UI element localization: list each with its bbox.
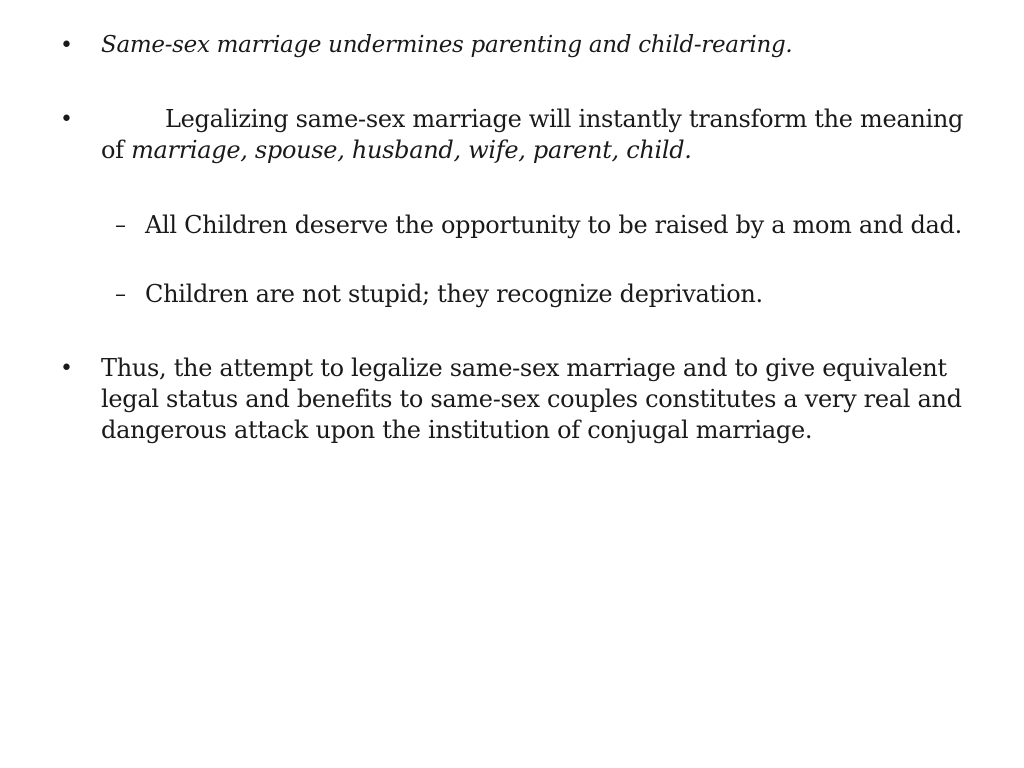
bullet-text-italic: marriage, spouse, husband, wife, parent, child. xyxy=(131,136,692,164)
bullet-marker: • xyxy=(60,356,73,381)
bullet-marker: • xyxy=(60,33,73,58)
dash-marker: – xyxy=(115,282,126,307)
sub-bullet-text: Children are not stupid; they recognize deprivation. xyxy=(145,280,763,308)
dash-marker: – xyxy=(115,213,126,238)
bullet-text: Thus, the attempt to legalize same-sex marriage and to give equivalent legal status and benefits to same-sex couples constitutes a very real and dangerous attack upon the institution of conjugal marriage. xyxy=(101,354,962,444)
bullet-text-regular: Legalizing same-sex marriage will instantly transform the meaning of xyxy=(101,105,964,164)
bullet-text xyxy=(101,104,981,166)
sub-bullet-text: All Children deserve the opportunity to be raised by a mom and dad. xyxy=(145,211,962,239)
bullet-marker: • xyxy=(60,107,73,132)
bullet-text: Same-sex marriage undermines parenting and child-rearing. xyxy=(101,32,793,58)
